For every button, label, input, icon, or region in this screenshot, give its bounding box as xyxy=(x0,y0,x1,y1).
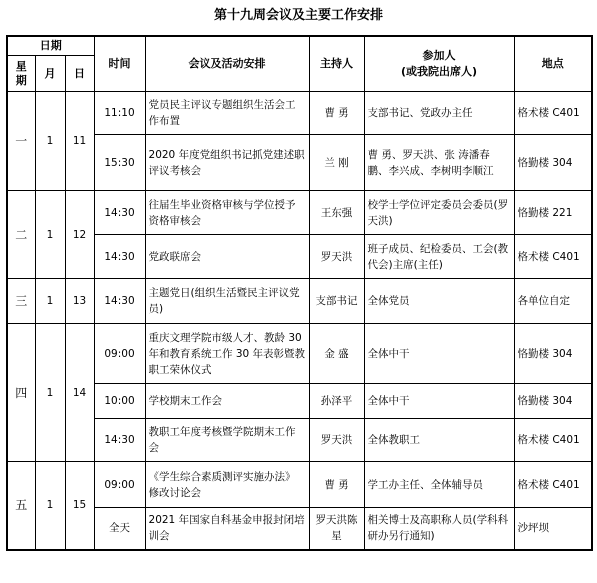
day-cell: 15 xyxy=(65,462,94,550)
time-cell: 14:30 xyxy=(94,191,145,235)
table-row xyxy=(7,235,592,279)
time-cell: 15:30 xyxy=(94,135,145,191)
location-cell: 恪勤楼 221 xyxy=(514,191,592,235)
participants-cell: 学工办主任、全体辅导员 xyxy=(364,462,514,508)
meeting-cell: 2020 年度党组织书记抓党建述职评议考核会 xyxy=(145,135,309,191)
month-cell: 1 xyxy=(35,462,65,550)
meeting-cell: 2021 年国家自科基金申报封闭培训会 xyxy=(145,508,309,550)
time-cell: 09:00 xyxy=(94,462,145,508)
header-host: 主持人 xyxy=(309,36,364,92)
location-cell: 恪勤楼 304 xyxy=(514,324,592,384)
meeting-cell: 教职工年度考核暨学院期末工作会 xyxy=(145,419,309,462)
header-participants xyxy=(364,36,514,92)
month-cell: 1 xyxy=(35,191,65,279)
header-participants-line1: 参加人 xyxy=(422,49,456,62)
weekday-cell: 五 xyxy=(7,462,35,550)
table-row xyxy=(7,324,592,384)
time-cell: 09:00 xyxy=(94,324,145,384)
month-cell: 1 xyxy=(35,92,65,191)
table-row xyxy=(7,135,592,191)
page-title: 第十九周会议及主要工作安排 xyxy=(213,8,383,23)
day-cell: 12 xyxy=(65,191,94,279)
host-cell: 曹 勇 xyxy=(309,462,364,508)
participants-cell: 班子成员、纪检委员、工会(教代会)主席(主任) xyxy=(364,235,514,279)
meeting-cell: 学校期末工作会 xyxy=(145,384,309,419)
location-cell: 格术楼 C401 xyxy=(514,92,592,135)
weekday-cell: 四 xyxy=(7,324,35,462)
time-cell: 14:30 xyxy=(94,235,145,279)
table-row xyxy=(7,508,592,550)
participants-cell: 校学士学位评定委员会委员(罗天洪) xyxy=(364,191,514,235)
host-cell: 罗天洪 xyxy=(309,419,364,462)
host-cell: 孙泽平 xyxy=(309,384,364,419)
meeting-cell: 往届生毕业资格审核与学位授予资格审核会 xyxy=(145,191,309,235)
meeting-cell: 《学生综合素质测评实施办法》修改讨论会 xyxy=(145,462,309,508)
header-month: 月 xyxy=(35,56,65,92)
header-meeting: 会议及活动安排 xyxy=(145,36,309,92)
header-day: 日 xyxy=(65,56,94,92)
location-cell: 恪勤楼 304 xyxy=(514,384,592,419)
day-cell: 13 xyxy=(65,279,94,324)
host-cell: 罗天洪 xyxy=(309,235,364,279)
location-cell: 格术楼 C401 xyxy=(514,235,592,279)
table-row xyxy=(7,279,592,324)
location-cell: 格术楼 C401 xyxy=(514,419,592,462)
time-cell: 11:10 xyxy=(94,92,145,135)
header-weekday: 星期 xyxy=(7,56,35,92)
participants-cell: 全体中干 xyxy=(364,384,514,419)
header-location: 地点 xyxy=(514,36,592,92)
weekday-cell: 一 xyxy=(7,92,35,191)
time-cell: 全天 xyxy=(94,508,145,550)
location-cell: 各单位自定 xyxy=(514,279,592,324)
participants-cell: 支部书记、党政办主任 xyxy=(364,92,514,135)
time-cell: 10:00 xyxy=(94,384,145,419)
participants-cell: 全体中干 xyxy=(364,324,514,384)
month-cell: 1 xyxy=(35,279,65,324)
time-cell: 14:30 xyxy=(94,279,145,324)
host-cell: 曹 勇 xyxy=(309,92,364,135)
host-cell: 罗天洪陈 星 xyxy=(309,508,364,550)
location-cell: 沙坪坝 xyxy=(514,508,592,550)
participants-cell: 曹 勇、罗天洪、张 涛潘春鹏、李兴成、李树明李顺江 xyxy=(364,135,514,191)
time-cell: 14:30 xyxy=(94,419,145,462)
meeting-cell: 党员民主评议专题组织生活会工作布置 xyxy=(145,92,309,135)
host-cell: 兰 刚 xyxy=(309,135,364,191)
table-row xyxy=(7,419,592,462)
meeting-cell: 主题党日(组织生活暨民主评议党员) xyxy=(145,279,309,324)
header-date: 日期 xyxy=(7,36,94,56)
participants-cell: 相关博士及高职称人员(学科科研办另行通知) xyxy=(364,508,514,550)
header-time: 时间 xyxy=(94,36,145,92)
table-row xyxy=(7,191,592,235)
host-cell: 金 盛 xyxy=(309,324,364,384)
participants-cell: 全体教职工 xyxy=(364,419,514,462)
schedule-table xyxy=(6,35,593,551)
day-cell: 11 xyxy=(65,92,94,191)
participants-cell: 全体党员 xyxy=(364,279,514,324)
host-cell: 支部书记 xyxy=(309,279,364,324)
weekday-cell: 二 xyxy=(7,191,35,279)
table-row xyxy=(7,384,592,419)
table-row xyxy=(7,462,592,508)
header-participants-line2: (或我院出席人) xyxy=(400,65,478,78)
meeting-cell: 党政联席会 xyxy=(145,235,309,279)
meeting-cell: 重庆文理学院市级人才、教龄 30 年和教育系统工作 30 年表彰暨教职工荣休仪式 xyxy=(145,324,309,384)
table-row xyxy=(7,92,592,135)
weekday-cell: 三 xyxy=(7,279,35,324)
host-cell: 王东强 xyxy=(309,191,364,235)
location-cell: 恪勤楼 304 xyxy=(514,135,592,191)
day-cell: 14 xyxy=(65,324,94,462)
location-cell: 格术楼 C401 xyxy=(514,462,592,508)
month-cell: 1 xyxy=(35,324,65,462)
